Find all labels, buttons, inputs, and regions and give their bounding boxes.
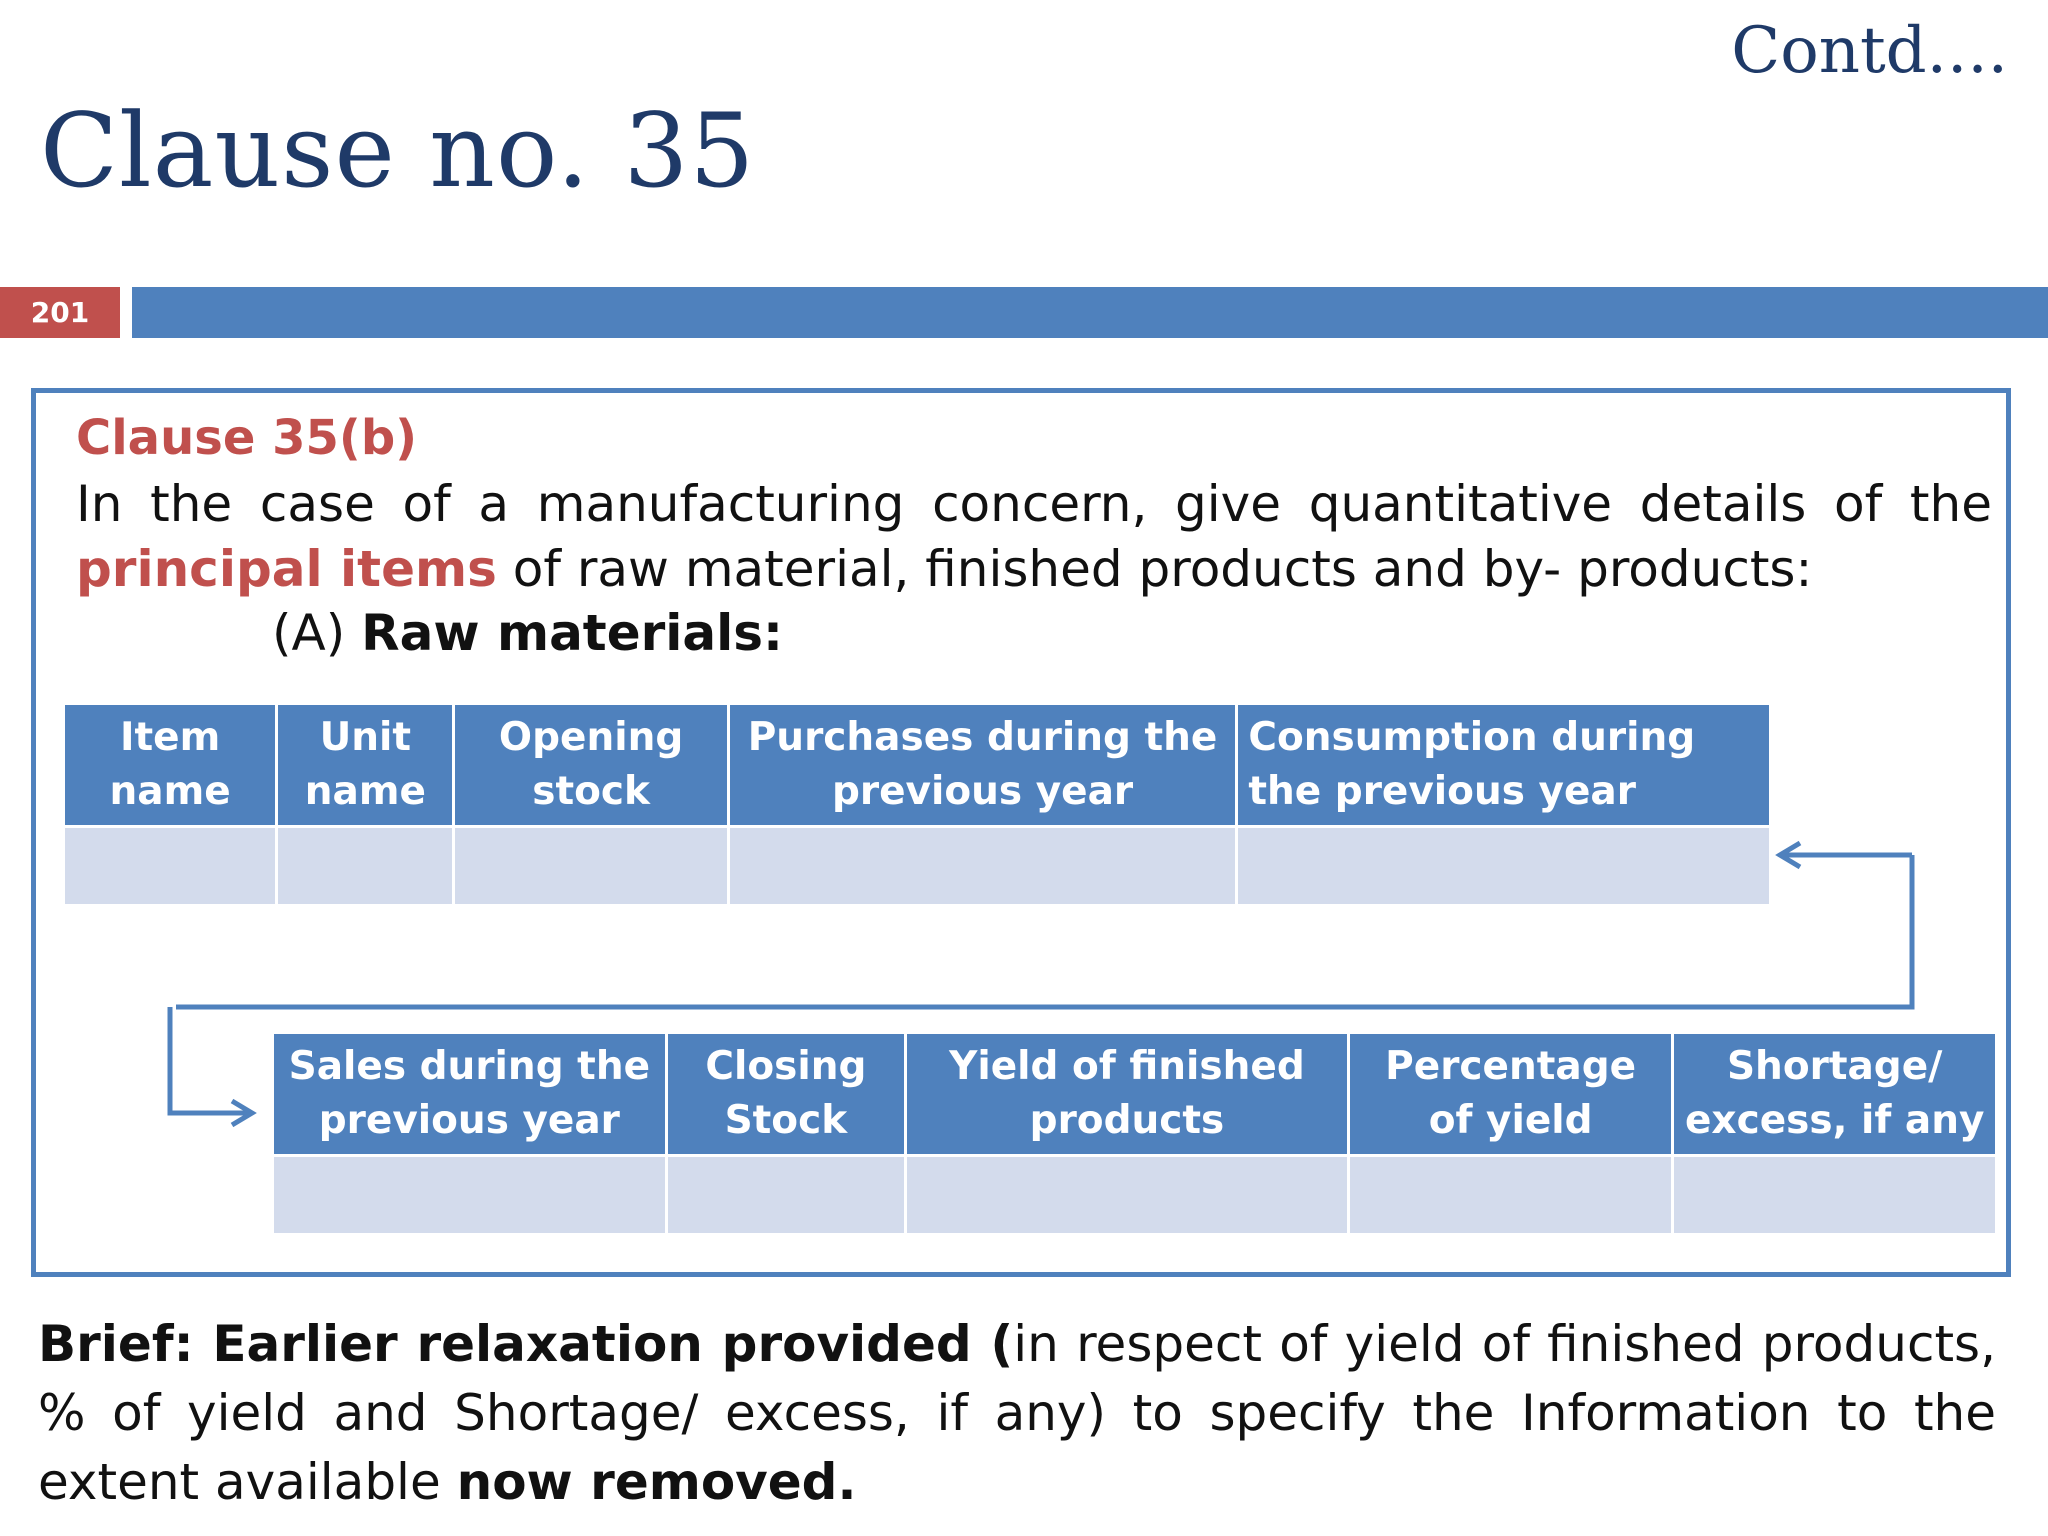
raw-materials-table-top (62, 702, 1772, 907)
table-cell (668, 1157, 904, 1233)
table-cell (274, 1157, 665, 1233)
table-header-row (274, 1034, 1995, 1154)
brief-lead: Brief: Earlier relaxation provided ( (38, 1315, 1014, 1373)
header-divider-bar (132, 287, 2048, 338)
header-sales: Sales during the previous year (274, 1034, 665, 1154)
table-cell (455, 828, 726, 904)
header-closing-stock: Closing Stock (668, 1034, 904, 1154)
header-item-name: Item name (65, 705, 275, 825)
table-cell (65, 828, 275, 904)
header-unit-name: Unit name (278, 705, 452, 825)
table-cell (730, 828, 1236, 904)
intro-highlight: principal items (76, 540, 497, 598)
clause-heading: Clause 35(b) (76, 410, 418, 466)
table-row (65, 828, 1769, 904)
page-title: Clause no. 35 (40, 92, 756, 211)
header-purchases: Purchases during the previous year (730, 705, 1236, 825)
section-title: Raw materials: (361, 604, 784, 662)
section-label (272, 604, 783, 662)
section-prefix: (A) (272, 604, 362, 662)
contd-label: Contd.... (1731, 14, 2008, 88)
table-cell (1350, 1157, 1672, 1233)
header-percentage-yield: Percentage of yield (1350, 1034, 1672, 1154)
table-cell (278, 828, 452, 904)
header-opening-stock: Opening stock (455, 705, 726, 825)
intro-paragraph (76, 472, 1992, 602)
slide-number-badge: 201 (0, 287, 120, 338)
intro-text-2: of raw material, finished products and by- products: (496, 540, 1813, 598)
brief-end: now removed. (456, 1453, 857, 1511)
header-consumption: Consumption during the previous year (1238, 705, 1769, 825)
intro-text-1: In the case of a manufacturing concern, give quantitative details of the (76, 475, 1992, 533)
raw-materials-table-bottom (271, 1031, 1998, 1236)
header-shortage: Shortage/ excess, if any (1674, 1034, 1995, 1154)
table-cell (907, 1157, 1347, 1233)
table-row (274, 1157, 1995, 1233)
table-cell (1238, 828, 1769, 904)
table-header-row (65, 705, 1769, 825)
header-yield: Yield of finished products (907, 1034, 1347, 1154)
table-cell (1674, 1157, 1995, 1233)
brief-note (38, 1310, 1996, 1517)
brief-middle: in respect of yield of finished products, % of yield and Shortage/ excess, if any) to specify the Information to the extent available (38, 1315, 1996, 1511)
